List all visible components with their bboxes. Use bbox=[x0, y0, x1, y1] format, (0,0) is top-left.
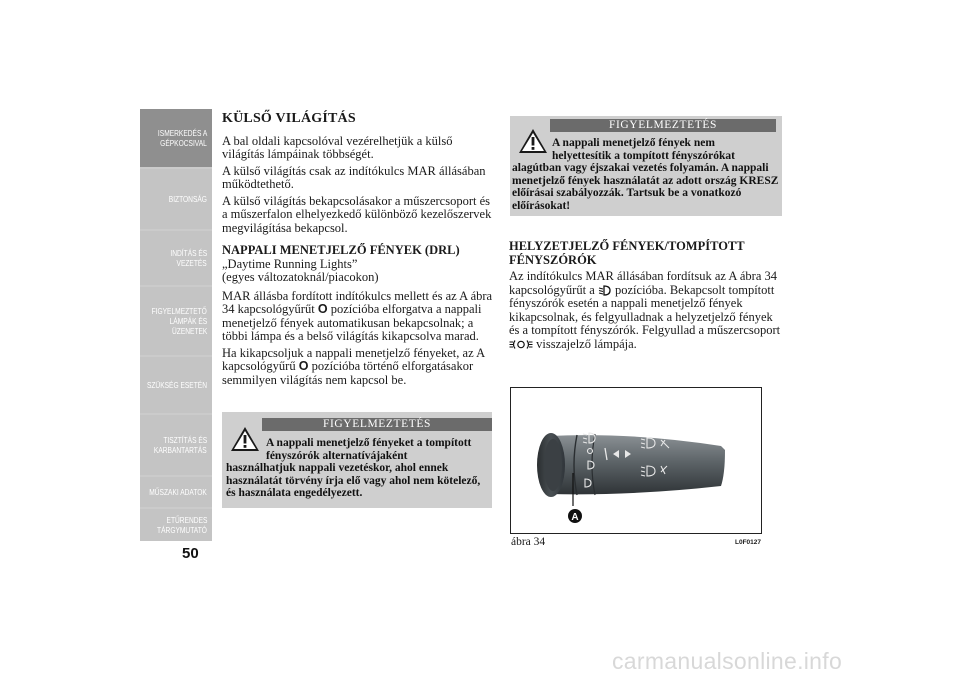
warning-heading: FIGYELMEZTETÉS bbox=[262, 418, 492, 431]
figure-light-switch-stalk bbox=[510, 387, 762, 534]
chapter-tab-label: ÜZENETEK bbox=[171, 326, 207, 336]
warning-body bbox=[226, 437, 490, 500]
drl-availability-note: (egyes változatoknál/piacokon) bbox=[222, 270, 379, 284]
page-number: 50 bbox=[182, 545, 199, 562]
position-o-symbol: O bbox=[298, 359, 309, 373]
section-title-position-lights: HELYZETJELZŐ FÉNYEK/TOMPÍTOTT FÉNYSZÓRÓK bbox=[509, 239, 745, 267]
chapter-tab-label: LÁMPÁK ÉS bbox=[169, 316, 207, 326]
watermark: carmanualsonline.info bbox=[612, 648, 843, 674]
chapter-tab-label: INDÍTÁS ÉS bbox=[170, 248, 207, 258]
text-run: Ha kikapcsoljuk a nappali menetjelző fényeket, az A kapcsológyűrű bbox=[222, 345, 485, 373]
chapter-tab-emergency[interactable] bbox=[140, 357, 212, 413]
warning-box-drl-tunnel bbox=[510, 116, 782, 216]
chapter-tab-label: FIGYELMEZTETŐ bbox=[151, 306, 207, 316]
text-run: Az indítókulcs MAR állásában fordítsuk az A ábra 34 kapcsológyűrűt a bbox=[509, 269, 777, 297]
warning-text: alagútban vagy éjszakai vezetés folyamán. A nappali menetjelző fények használatát az adott ország KRESZ előírásai szabályozzák. Tartsuk be a vonatkozó előírásokat! bbox=[512, 162, 779, 212]
chapter-tab-label: BIZTONSÁG bbox=[168, 194, 207, 204]
position-lights-icon bbox=[509, 339, 533, 350]
low-beam-icon bbox=[598, 285, 612, 296]
chapter-tab-index[interactable] bbox=[140, 509, 212, 541]
chapter-tab-safety[interactable] bbox=[140, 169, 212, 229]
chapter-tab-label: KARBANTARTÁS bbox=[154, 445, 207, 455]
warning-line: fényszórók alternatívájaként bbox=[266, 449, 408, 462]
paragraph: A bal oldali kapcsolóval vezérelhetjük a külső világítás lámpáinak többségét. bbox=[222, 133, 453, 161]
warning-line: A nappali menetjelző fények nem bbox=[552, 137, 715, 149]
text-run: visszajelző lámpája. bbox=[533, 336, 637, 351]
chapter-tab-label: TÁRGYMUTATÓ bbox=[157, 525, 207, 535]
text-run: pozícióba. Bekapcsolt tompított fényszórók esetén a nappali menetjelző fények kikapcsolnak, és felgyulladnak a helyzetjelző fények és a tompított fényszórók. Felgyullad a műszercsoport bbox=[509, 282, 781, 337]
text-run: pozícióba elforgatva a nappali menetjelző fények automatikusan bekapcsolnak; a többi lámpa és a belső világítás kikapcsolva marad. bbox=[222, 302, 482, 343]
paragraph bbox=[222, 347, 494, 388]
chapter-tab-label: VEZETÉS bbox=[176, 258, 207, 268]
chapter-tab-starting-driving[interactable] bbox=[140, 231, 212, 285]
chapter-tab-technical-data[interactable] bbox=[140, 477, 212, 507]
warning-text: használhatjuk nappali vezetéskor, ahol ennek használatát törvény írja elő vagy ahol nem kötelező, és használata engedélyezett. bbox=[226, 462, 481, 499]
chapter-tab-label: MŰSZAKI ADATOK bbox=[149, 487, 207, 497]
text-run: MAR állásba fordított indítókulcs mellett és az A ábra 34 kapcsológyűrűt bbox=[222, 288, 493, 316]
right-column bbox=[509, 240, 783, 354]
figure-code: L0F0127 bbox=[735, 539, 762, 546]
warning-box-drl-alternative bbox=[222, 412, 492, 508]
warning-line: A nappali menetjelző fényeket a tompított bbox=[266, 437, 472, 449]
section-title-exterior-lights: KÜLSŐ VILÁGÍTÁS bbox=[222, 111, 356, 126]
paragraph bbox=[509, 270, 783, 351]
chapter-sidebar bbox=[140, 109, 212, 541]
chapter-tab-warning-lights[interactable] bbox=[140, 287, 212, 355]
chapter-tab-label: SZÜKSÉG ESETÉN bbox=[146, 380, 207, 390]
paragraph bbox=[222, 290, 494, 344]
chapter-tab-label: ETŰRENDES bbox=[166, 515, 207, 525]
text-run: pozícióba történő elforgatásakor semmilyen világítás nem kapcsol be. bbox=[222, 359, 474, 387]
chapter-tab-label: GÉPKOCSIVAL bbox=[160, 138, 207, 148]
warning-line: helyettesítik a tompított fényszórókat bbox=[552, 149, 736, 162]
warning-heading: FIGYELMEZTETÉS bbox=[550, 119, 776, 132]
chapter-tab-label: TISZTÍTÁS ÉS bbox=[163, 435, 207, 445]
warning-body bbox=[512, 137, 780, 212]
chapter-tab-maintenance[interactable] bbox=[140, 415, 212, 475]
chapter-tab-getting-to-know[interactable] bbox=[140, 109, 212, 167]
left-column bbox=[222, 112, 494, 390]
figure-callout-label: A bbox=[571, 512, 579, 523]
paragraph: A külső világítás bekapcsolásakor a műszercsoport és a műszerfalon elhelyezkedő különböző kezelőszervek megvilágítása bekapcsol. bbox=[222, 193, 492, 235]
drl-subtitle: „Daytime Running Lights” bbox=[222, 256, 358, 271]
paragraph: A külső világítás csak az indítókulcs MAR állásában működtethető. bbox=[222, 163, 486, 191]
chapter-tab-label: ISMERKEDÉS A bbox=[157, 128, 207, 138]
figure-caption: ábra 34 bbox=[511, 536, 546, 548]
section-title-drl: NAPPALI MENETJELZŐ FÉNYEK (DRL) bbox=[222, 243, 460, 257]
light-stalk-illustration bbox=[511, 388, 761, 533]
position-o-symbol: O bbox=[317, 302, 328, 316]
